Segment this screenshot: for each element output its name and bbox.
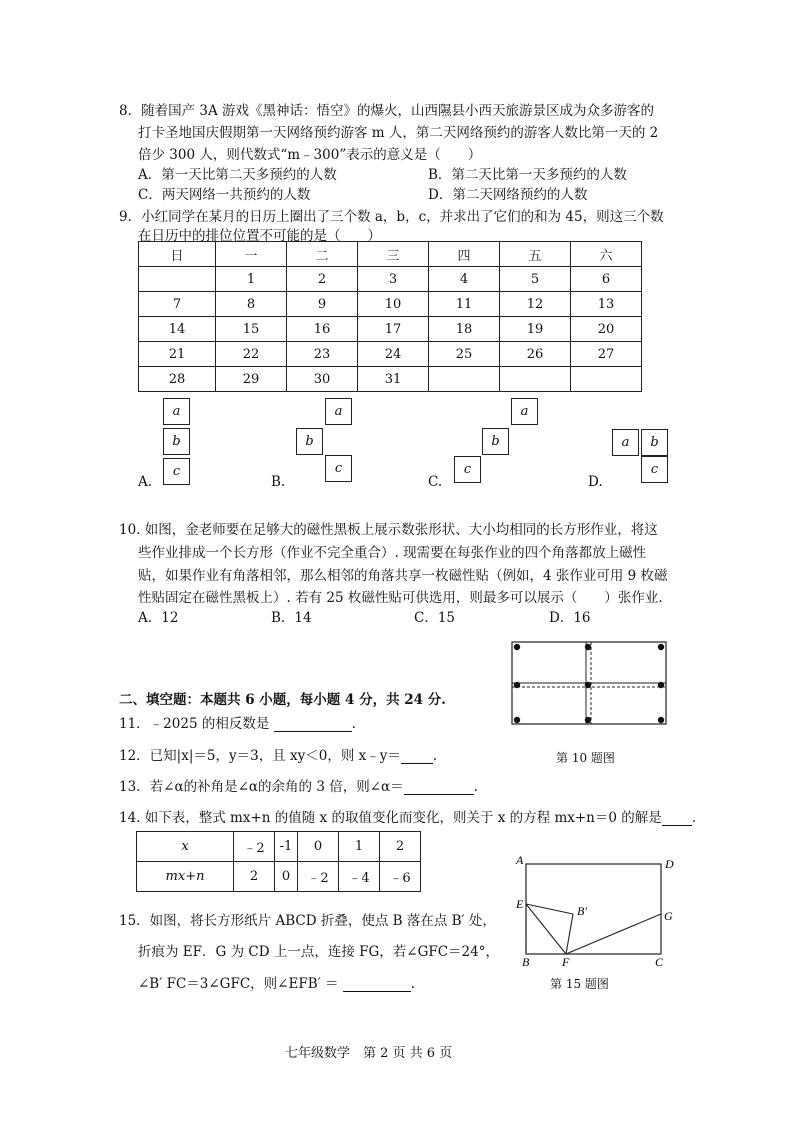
q13 <box>119 775 478 795</box>
q9-b-box-a: a <box>325 398 352 425</box>
calendar-cell: 11 <box>429 292 500 317</box>
q10-line1: 10. 如图，金老师要在足够大的磁性黑板上展示数张形状、大小均相同的长方形作业，将这 <box>119 522 658 538</box>
q14-cell: ﹣6 <box>380 862 421 892</box>
q12-text: 12．已知|x|＝5，y＝3，且 xy＜0，则 x﹣y＝ <box>119 748 401 764</box>
q14-label-x: x <box>137 832 234 862</box>
calendar-cell: 14 <box>139 317 216 342</box>
q9-option-b: B. <box>271 474 286 490</box>
q14-cell: ﹣4 <box>339 862 380 892</box>
calendar-header-cell: 一 <box>216 242 287 267</box>
calendar-row <box>139 317 642 342</box>
q10-option-b: B．14 <box>271 610 312 626</box>
q14-end: . <box>691 810 697 826</box>
q14-label-value: mx+n <box>137 862 234 892</box>
q10-line4: 性贴固定在磁性黑板上）. 若有 25 枚磁性贴可供选用，则最多可以展示（ ）张作业. <box>138 590 663 606</box>
calendar-cell <box>139 267 216 292</box>
calendar-cell: 7 <box>139 292 216 317</box>
q14-cell: 1 <box>339 832 380 862</box>
calendar-row <box>139 267 642 292</box>
q13-text: 13．若∠α的补角是∠α的余角的 3 倍，则∠α＝ <box>119 779 404 795</box>
calendar-header-cell: 二 <box>287 242 358 267</box>
calendar-cell: 9 <box>287 292 358 317</box>
q14-blank <box>662 811 692 826</box>
calendar-cell: 1 <box>216 267 287 292</box>
q13-blank <box>404 780 474 795</box>
q14-row-value <box>137 862 421 892</box>
calendar-cell: 8 <box>216 292 287 317</box>
q10-line2: 些作业排成一个长方形（作业不完全重合）. 现需要在每张作业的四个角落都放上磁性 <box>138 545 647 561</box>
q8-line3: 倍少 300 人，则代数式“m﹣300”表示的意义是（ ） <box>138 147 482 163</box>
calendar-row <box>139 342 642 367</box>
q15-label-e: E <box>516 897 524 911</box>
q8-option-a: A．第一天比第二天多预约的人数 <box>138 167 337 183</box>
q9-a-box-a: a <box>163 398 190 425</box>
calendar-header-row <box>139 242 642 267</box>
q8-option-c: C．两天网络一共预约的人数 <box>138 187 311 203</box>
q15-label-a: A <box>516 853 524 867</box>
q9-c-box-b: b <box>482 428 509 455</box>
q14-cell: ﹣2 <box>298 862 339 892</box>
q8-option-b: B．第二天比第一天多预约的人数 <box>428 167 627 183</box>
calendar-cell: 23 <box>287 342 358 367</box>
q9-option-c: C. <box>428 474 443 490</box>
q12-blank <box>401 749 433 764</box>
q9-b-box-c: c <box>325 455 352 482</box>
calendar-cell: 21 <box>139 342 216 367</box>
calendar-header-cell: 五 <box>500 242 571 267</box>
calendar-cell: 31 <box>358 367 429 392</box>
calendar-cell <box>571 367 642 392</box>
q14-row-x <box>137 832 421 862</box>
q9-d-box-a: a <box>612 429 639 456</box>
calendar-cell: 12 <box>500 292 571 317</box>
q14-cell: ﹣2 <box>234 832 275 862</box>
q14 <box>119 806 696 826</box>
calendar-header-cell: 六 <box>571 242 642 267</box>
q10-figure-caption: 第 10 题图 <box>556 751 615 765</box>
calendar-cell: 20 <box>571 317 642 342</box>
calendar-cell: 18 <box>429 317 500 342</box>
q9-line2: 在日历中的排位位置不可能的是（ ） <box>138 228 381 244</box>
q12-end: . <box>432 748 438 764</box>
calendar-cell: 27 <box>571 342 642 367</box>
q10-option-d: D．16 <box>549 610 591 626</box>
q14-text: 14. 如下表，整式 mx+n 的值随 x 的取值变化而变化，则关于 x 的方程 mx+n＝0 的解是 <box>119 810 662 826</box>
q14-cell: 2 <box>234 862 275 892</box>
q9-b-box-b: b <box>296 428 323 455</box>
q11-text: 11．﹣2025 的相反数是 <box>119 716 274 732</box>
q9-option-a: A. <box>138 474 153 490</box>
calendar-cell: 16 <box>287 317 358 342</box>
section-2-title: 二、填空题：本题共 6 小题，每小题 4 分，共 24 分. <box>119 692 446 708</box>
q10-option-c: C．15 <box>414 610 456 626</box>
calendar-table <box>138 241 642 392</box>
q15-label-d: D <box>665 857 674 871</box>
calendar-cell: 29 <box>216 367 287 392</box>
q15-line3-text: ∠B′ FC＝3∠GFC，则∠EFB′ ＝ <box>138 976 343 992</box>
q9-c-box-a: a <box>511 398 538 425</box>
calendar-header-cell: 四 <box>429 242 500 267</box>
q11-blank <box>274 717 352 732</box>
q15-label-b: B <box>522 955 530 968</box>
q13-end: . <box>473 779 478 795</box>
calendar-cell: 17 <box>358 317 429 342</box>
q9-c-box-c: c <box>454 456 481 483</box>
q11-end: . <box>351 716 356 732</box>
q14-cell: 0 <box>298 832 339 862</box>
q15-label-g: G <box>664 909 673 923</box>
calendar-cell <box>429 367 500 392</box>
page-footer: 七年级数学 第 2 页 共 6 页 <box>285 1046 453 1061</box>
calendar-cell: 26 <box>500 342 571 367</box>
calendar-row <box>139 367 642 392</box>
q15-line2: 折痕为 EF．G 为 CD 上一点，连接 FG，若∠GFC＝24°， <box>138 944 499 960</box>
q15-figure <box>510 852 680 968</box>
q15-line3 <box>138 972 415 992</box>
q9-a-box-b: b <box>163 428 190 455</box>
calendar-cell: 6 <box>571 267 642 292</box>
q9-a-box-c: c <box>163 458 190 485</box>
calendar-cell: 2 <box>287 267 358 292</box>
q8-line1: 8．随着国产 3A 游戏《黑神话：悟空》的爆火，山西隰县小西天旅游景区成为众多游客的 <box>119 103 655 119</box>
q9-line1: 9．小红同学在某月的日历上圈出了三个数 a，b，c，并求出了它们的和为 45，则这三个数 <box>119 209 664 225</box>
calendar-cell: 13 <box>571 292 642 317</box>
q15-end: . <box>410 976 416 992</box>
calendar-cell: 4 <box>429 267 500 292</box>
q15-label-bprime: B′ <box>577 904 587 918</box>
q14-table <box>136 831 421 892</box>
calendar-header-cell: 日 <box>139 242 216 267</box>
q15-label-f: F <box>562 955 570 968</box>
calendar-cell: 3 <box>358 267 429 292</box>
q15-line1: 15．如图，将长方形纸片 ABCD 折叠，使点 B 落在点 B′ 处， <box>119 913 496 929</box>
q8-line2: 打卡圣地国庆假期第一天网络预约游客 m 人，第二天网络预约的游客人数比第一天的 2 <box>138 125 659 141</box>
q10-line3: 贴，如果作业有角落相邻，那么相邻的角落共享一枚磁性贴（例如，4 张作业可用 9 枚磁 <box>138 568 668 584</box>
calendar-cell: 22 <box>216 342 287 367</box>
calendar-header-cell: 三 <box>358 242 429 267</box>
calendar-cell: 15 <box>216 317 287 342</box>
q15-figure-caption: 第 15 题图 <box>550 977 609 991</box>
q11 <box>119 712 356 732</box>
q9-d-box-c: c <box>641 456 668 483</box>
calendar-cell: 19 <box>500 317 571 342</box>
q9-option-d: D. <box>588 474 603 490</box>
calendar-cell: 10 <box>358 292 429 317</box>
calendar-cell: 24 <box>358 342 429 367</box>
q12 <box>119 744 437 764</box>
q9-d-box-b: b <box>641 429 668 456</box>
calendar-cell: 30 <box>287 367 358 392</box>
q14-cell: -1 <box>275 832 298 862</box>
q15-blank <box>343 977 411 992</box>
q10-option-a: A．12 <box>138 610 179 626</box>
q15-label-c: C <box>655 955 664 968</box>
calendar-cell: 5 <box>500 267 571 292</box>
q14-cell: 2 <box>380 832 421 862</box>
q14-cell: 0 <box>275 862 298 892</box>
calendar-row <box>139 292 642 317</box>
calendar-cell: 25 <box>429 342 500 367</box>
q10-figure <box>508 638 674 732</box>
q8-option-d: D．第二天网络预约的人数 <box>428 187 588 203</box>
calendar-cell <box>500 367 571 392</box>
calendar-cell: 28 <box>139 367 216 392</box>
